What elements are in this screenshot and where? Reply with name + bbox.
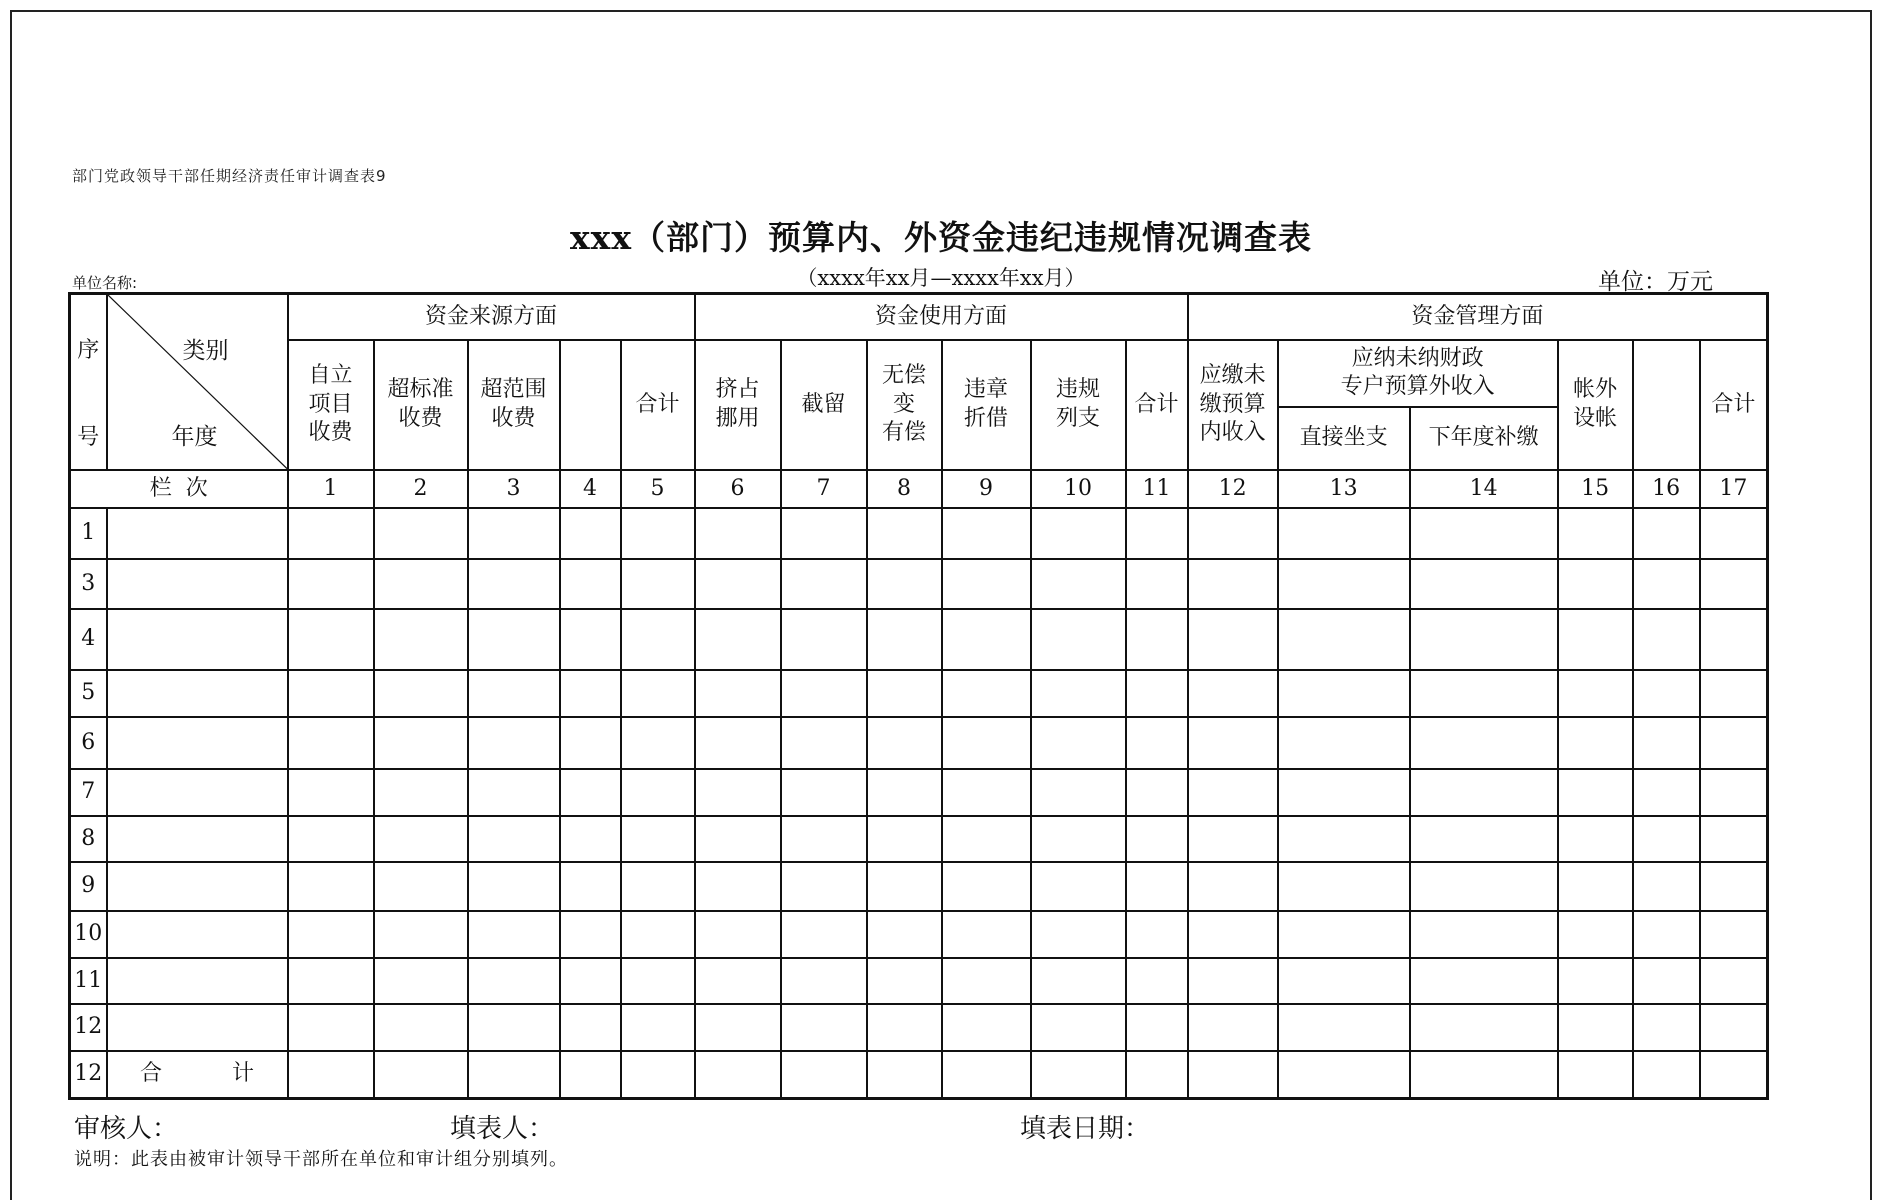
cell[interactable] — [1558, 609, 1633, 670]
fill-date-label: 填表日期： — [1020, 1114, 1151, 1144]
cell[interactable] — [621, 670, 695, 717]
cell[interactable] — [867, 717, 942, 770]
cell[interactable] — [468, 508, 560, 559]
cell[interactable] — [942, 958, 1031, 1005]
cell[interactable] — [560, 958, 621, 1005]
cell[interactable] — [867, 508, 942, 559]
cell[interactable] — [1188, 862, 1278, 911]
cell[interactable] — [942, 911, 1031, 958]
cell[interactable] — [374, 670, 468, 717]
reviewer-label: 审核人： — [74, 1114, 179, 1144]
cell[interactable] — [468, 1004, 560, 1051]
cell[interactable] — [1410, 958, 1558, 1005]
cell[interactable] — [107, 816, 288, 863]
cell[interactable] — [1558, 1051, 1633, 1099]
cell[interactable] — [621, 958, 695, 1005]
cell[interactable] — [781, 609, 867, 670]
cell[interactable] — [942, 559, 1031, 610]
cell[interactable] — [1700, 958, 1768, 1005]
unit-name-label: 单位名称: — [72, 274, 138, 292]
currency-unit-label: 单位：万元 — [1598, 269, 1713, 295]
cell[interactable] — [1188, 1051, 1278, 1099]
column-index-row — [70, 470, 1768, 509]
total-row — [70, 1051, 1768, 1099]
col-use-total: 合计 — [1126, 340, 1188, 470]
cell[interactable] — [621, 769, 695, 816]
cell[interactable] — [288, 508, 374, 559]
cell[interactable] — [1188, 609, 1278, 670]
cell[interactable] — [288, 670, 374, 717]
col-number: 6 — [695, 470, 781, 509]
cell[interactable] — [468, 958, 560, 1005]
col-unpaid-budget-income: 应缴未 缴预算 内收入 — [1188, 340, 1278, 470]
cell[interactable] — [695, 958, 781, 1005]
group-fund-source: 资金来源方面 — [288, 294, 695, 341]
cell[interactable] — [288, 609, 374, 670]
cell[interactable] — [695, 508, 781, 559]
cell[interactable] — [695, 769, 781, 816]
seq-header-bottom: 号 — [77, 425, 100, 451]
cell[interactable] — [374, 769, 468, 816]
cell[interactable] — [1278, 1004, 1410, 1051]
cell[interactable] — [1410, 717, 1558, 770]
table-row — [70, 609, 1768, 670]
instruction-note: 说明：此表由被审计领导干部所在单位和审计组分别填列。 — [74, 1149, 568, 1170]
cell[interactable] — [781, 559, 867, 610]
col-over-standard-fees: 超标准 收费 — [374, 340, 468, 470]
cell[interactable] — [942, 862, 1031, 911]
cell[interactable] — [1278, 862, 1410, 911]
cell[interactable] — [1188, 670, 1278, 717]
col-number: 4 — [560, 470, 621, 509]
category-label: 类别 — [182, 338, 229, 364]
cell[interactable] — [1633, 609, 1700, 670]
cell[interactable] — [1558, 862, 1633, 911]
cell[interactable] — [1633, 717, 1700, 770]
cell[interactable] — [695, 717, 781, 770]
cell[interactable] — [1410, 609, 1558, 670]
cell[interactable] — [1558, 958, 1633, 1005]
cell[interactable] — [560, 1004, 621, 1051]
cell[interactable] — [1700, 508, 1768, 559]
col-number: 13 — [1278, 470, 1410, 509]
col-number: 3 — [468, 470, 560, 509]
cell[interactable] — [1558, 1004, 1633, 1051]
cell[interactable] — [1700, 1004, 1768, 1051]
cell[interactable] — [1558, 717, 1633, 770]
col-number: 11 — [1126, 470, 1188, 509]
cell[interactable] — [1410, 816, 1558, 863]
cell[interactable] — [1126, 1004, 1188, 1051]
cell[interactable] — [1031, 816, 1126, 863]
cell[interactable] — [695, 559, 781, 610]
col-number: 12 — [1188, 470, 1278, 509]
total-row-label: 合 计 — [107, 1051, 288, 1099]
cell[interactable] — [1126, 862, 1188, 911]
table-row — [70, 816, 1768, 863]
row-number: 1 — [70, 508, 107, 559]
cell[interactable] — [468, 670, 560, 717]
col-source-total: 合计 — [621, 340, 695, 470]
cell[interactable] — [1700, 717, 1768, 770]
cell[interactable] — [1278, 1051, 1410, 1099]
cell[interactable] — [1558, 559, 1633, 610]
cell[interactable] — [560, 769, 621, 816]
cell[interactable] — [288, 1051, 374, 1099]
cell[interactable] — [781, 958, 867, 1005]
cell[interactable] — [1031, 508, 1126, 559]
cell[interactable] — [374, 816, 468, 863]
col-self-established-fees: 自立 项目 收费 — [288, 340, 374, 470]
cell[interactable] — [1633, 1004, 1700, 1051]
cell[interactable] — [1126, 1051, 1188, 1099]
cell[interactable] — [1188, 911, 1278, 958]
cell[interactable] — [781, 911, 867, 958]
table-row — [70, 717, 1768, 770]
cell[interactable] — [1126, 609, 1188, 670]
cell[interactable] — [1633, 559, 1700, 610]
cell[interactable] — [1031, 1004, 1126, 1051]
cell[interactable] — [1278, 670, 1410, 717]
cell[interactable] — [695, 609, 781, 670]
cell[interactable] — [1278, 911, 1410, 958]
cell[interactable] — [107, 717, 288, 770]
cell[interactable] — [560, 717, 621, 770]
cell[interactable] — [621, 717, 695, 770]
cell[interactable] — [107, 958, 288, 1005]
cell[interactable] — [781, 1004, 867, 1051]
cell[interactable] — [1126, 769, 1188, 816]
cell[interactable] — [1278, 508, 1410, 559]
cell[interactable] — [374, 1051, 468, 1099]
col-source-blank — [560, 340, 621, 470]
cell[interactable] — [1278, 717, 1410, 770]
cell[interactable] — [288, 717, 374, 770]
cell[interactable] — [1633, 670, 1700, 717]
cell[interactable] — [1278, 769, 1410, 816]
seq-header-top: 序 — [77, 338, 100, 363]
cell[interactable] — [1558, 816, 1633, 863]
cell[interactable] — [867, 609, 942, 670]
col-number: 5 — [621, 470, 695, 509]
col-number: 9 — [942, 470, 1031, 509]
cell[interactable] — [1278, 609, 1410, 670]
cell[interactable] — [560, 670, 621, 717]
cell[interactable] — [1700, 862, 1768, 911]
cell[interactable] — [1188, 816, 1278, 863]
cell[interactable] — [468, 862, 560, 911]
cell[interactable] — [781, 862, 867, 911]
cell[interactable] — [1031, 1051, 1126, 1099]
table-row — [70, 1004, 1768, 1051]
cell[interactable] — [374, 717, 468, 770]
cell[interactable] — [1410, 559, 1558, 610]
cell[interactable] — [374, 508, 468, 559]
cell[interactable] — [1031, 911, 1126, 958]
cell[interactable] — [1410, 508, 1558, 559]
cell[interactable] — [1633, 911, 1700, 958]
cell[interactable] — [560, 1051, 621, 1099]
row-number: 9 — [70, 862, 107, 911]
row-number: 6 — [70, 717, 107, 770]
cell[interactable] — [867, 816, 942, 863]
cell[interactable] — [1278, 559, 1410, 610]
row-number: 12 — [70, 1004, 107, 1051]
cell[interactable] — [468, 559, 560, 610]
cell[interactable] — [1700, 609, 1768, 670]
cell[interactable] — [1188, 1004, 1278, 1051]
col-off-book-accounts: 帐外 设帐 — [1558, 340, 1633, 470]
cell[interactable] — [1633, 958, 1700, 1005]
cell[interactable] — [695, 670, 781, 717]
cell[interactable] — [1700, 1051, 1768, 1099]
period-range: （xxxx年xx月—xxxx年xx月） — [796, 266, 1086, 290]
table-row — [70, 769, 1768, 816]
column-index-label: 栏 次 — [70, 470, 288, 509]
cell[interactable] — [621, 1004, 695, 1051]
cell[interactable] — [781, 670, 867, 717]
document-reference-note: 部门党政领导干部任期经济责任审计调查表9 — [72, 167, 387, 185]
col-next-year-payment: 下年度补缴 — [1410, 407, 1558, 470]
cell[interactable] — [1031, 717, 1126, 770]
col-illegal-lending: 违章 折借 — [942, 340, 1031, 470]
cell[interactable] — [560, 911, 621, 958]
col-number: 7 — [781, 470, 867, 509]
cell[interactable] — [867, 769, 942, 816]
cell[interactable] — [374, 911, 468, 958]
cell[interactable] — [468, 816, 560, 863]
cell[interactable] — [560, 508, 621, 559]
cell[interactable] — [1188, 769, 1278, 816]
diagonal-header — [107, 294, 288, 470]
cell[interactable] — [374, 609, 468, 670]
cell[interactable] — [781, 508, 867, 559]
cell[interactable] — [942, 670, 1031, 717]
cell[interactable] — [288, 862, 374, 911]
cell[interactable] — [1031, 559, 1126, 610]
cell[interactable] — [107, 559, 288, 610]
cell[interactable] — [942, 1051, 1031, 1099]
table-row — [70, 911, 1768, 958]
cell[interactable] — [1558, 769, 1633, 816]
group-fund-management: 资金管理方面 — [1188, 294, 1768, 341]
col-illegal-expenditure: 违规 列支 — [1031, 340, 1126, 470]
cell[interactable] — [468, 717, 560, 770]
cell[interactable] — [374, 862, 468, 911]
cell[interactable] — [288, 911, 374, 958]
col-direct-spending: 直接坐支 — [1278, 407, 1410, 470]
cell[interactable] — [1031, 670, 1126, 717]
cell[interactable] — [867, 559, 942, 610]
filler-label: 填表人： — [450, 1114, 555, 1144]
cell[interactable] — [560, 816, 621, 863]
cell[interactable] — [107, 1004, 288, 1051]
cell[interactable] — [942, 769, 1031, 816]
cell[interactable] — [1410, 911, 1558, 958]
col-number: 14 — [1410, 470, 1558, 509]
cell[interactable] — [107, 769, 288, 816]
cell[interactable] — [942, 1004, 1031, 1051]
cell[interactable] — [1278, 958, 1410, 1005]
cell[interactable] — [1031, 958, 1126, 1005]
col-number: 10 — [1031, 470, 1126, 509]
col-misappropriation: 挤占 挪用 — [695, 340, 781, 470]
col-number: 8 — [867, 470, 942, 509]
cell[interactable] — [1633, 862, 1700, 911]
cell[interactable] — [468, 769, 560, 816]
cell[interactable] — [1700, 559, 1768, 610]
cell[interactable] — [621, 609, 695, 670]
cell[interactable] — [1700, 816, 1768, 863]
cell[interactable] — [942, 508, 1031, 559]
cell[interactable] — [1410, 862, 1558, 911]
cell[interactable] — [1126, 670, 1188, 717]
cell[interactable] — [1188, 559, 1278, 610]
cell[interactable] — [468, 911, 560, 958]
cell[interactable] — [1126, 559, 1188, 610]
cell[interactable] — [695, 1051, 781, 1099]
cell[interactable] — [695, 862, 781, 911]
cell[interactable] — [621, 911, 695, 958]
cell[interactable] — [1633, 508, 1700, 559]
table-row — [70, 862, 1768, 911]
cell[interactable] — [1188, 717, 1278, 770]
cell[interactable] — [942, 816, 1031, 863]
cell[interactable] — [1558, 911, 1633, 958]
cell[interactable] — [867, 958, 942, 1005]
cell[interactable] — [374, 559, 468, 610]
cell[interactable] — [1188, 508, 1278, 559]
cell[interactable] — [1558, 508, 1633, 559]
cell[interactable] — [468, 609, 560, 670]
cell[interactable] — [1031, 862, 1126, 911]
cell[interactable] — [1031, 769, 1126, 816]
cell[interactable] — [621, 862, 695, 911]
cell[interactable] — [942, 609, 1031, 670]
cell[interactable] — [1700, 769, 1768, 816]
table-row — [70, 958, 1768, 1005]
cell[interactable] — [107, 862, 288, 911]
cell[interactable] — [107, 911, 288, 958]
cell[interactable] — [1126, 717, 1188, 770]
year-label: 年度 — [171, 423, 218, 450]
cell[interactable] — [695, 911, 781, 958]
cell[interactable] — [1558, 670, 1633, 717]
table-row — [70, 670, 1768, 717]
cell[interactable] — [1126, 911, 1188, 958]
cell[interactable] — [288, 769, 374, 816]
cell[interactable] — [942, 717, 1031, 770]
cell[interactable] — [288, 816, 374, 863]
cell[interactable] — [1410, 1004, 1558, 1051]
cell[interactable] — [374, 958, 468, 1005]
cell[interactable] — [560, 559, 621, 610]
cell[interactable] — [288, 958, 374, 1005]
table-row — [70, 508, 1768, 559]
cell[interactable] — [867, 862, 942, 911]
cell[interactable] — [621, 508, 695, 559]
cell[interactable] — [560, 862, 621, 911]
cell[interactable] — [1031, 609, 1126, 670]
cell[interactable] — [1633, 1051, 1700, 1099]
cell[interactable] — [1188, 958, 1278, 1005]
col-number: 1 — [288, 470, 374, 509]
cell[interactable] — [781, 769, 867, 816]
cell[interactable] — [781, 816, 867, 863]
row-number: 5 — [70, 670, 107, 717]
cell[interactable] — [1700, 911, 1768, 958]
cell[interactable] — [621, 559, 695, 610]
col-number: 16 — [1633, 470, 1700, 509]
row-number: 7 — [70, 769, 107, 816]
survey-table — [68, 292, 1769, 1100]
cell[interactable] — [468, 1051, 560, 1099]
cell[interactable] — [1633, 816, 1700, 863]
cell[interactable] — [1633, 769, 1700, 816]
row-number: 10 — [70, 911, 107, 958]
row-number: 4 — [70, 609, 107, 670]
row-number: 11 — [70, 958, 107, 1005]
col-mgmt-blank — [1633, 340, 1700, 470]
cell[interactable] — [560, 609, 621, 670]
cell[interactable] — [867, 1004, 942, 1051]
cell[interactable] — [1126, 816, 1188, 863]
cell[interactable] — [781, 717, 867, 770]
cell[interactable] — [288, 559, 374, 610]
cell[interactable] — [1700, 670, 1768, 717]
cell[interactable] — [374, 1004, 468, 1051]
cell[interactable] — [1126, 508, 1188, 559]
total-row-number: 12 — [70, 1051, 107, 1099]
col-over-scope-fees: 超范围 收费 — [468, 340, 560, 470]
cell[interactable] — [1278, 816, 1410, 863]
cell[interactable] — [288, 1004, 374, 1051]
cell[interactable] — [867, 670, 942, 717]
cell[interactable] — [107, 609, 288, 670]
table-row — [70, 559, 1768, 610]
cell[interactable] — [867, 1051, 942, 1099]
col-number: 15 — [1558, 470, 1633, 509]
cell[interactable] — [621, 816, 695, 863]
cell[interactable] — [1410, 670, 1558, 717]
col-free-to-paid: 无偿 变 有偿 — [867, 340, 942, 470]
page-title: xxx（部门）预算内、外资金违纪违规情况调查表 — [569, 218, 1313, 257]
cell[interactable] — [695, 816, 781, 863]
seq-header — [70, 294, 107, 470]
cell[interactable] — [107, 508, 288, 559]
cell[interactable] — [1410, 769, 1558, 816]
cell[interactable] — [1126, 958, 1188, 1005]
col-interception: 截留 — [781, 340, 867, 470]
cell[interactable] — [867, 911, 942, 958]
row-number: 8 — [70, 816, 107, 863]
col-mgmt-total: 合计 — [1700, 340, 1768, 470]
row-number: 3 — [70, 559, 107, 610]
cell[interactable] — [107, 670, 288, 717]
cell[interactable] — [781, 1051, 867, 1099]
cell[interactable] — [1410, 1051, 1558, 1099]
col-number: 17 — [1700, 470, 1768, 509]
cell[interactable] — [695, 1004, 781, 1051]
cell[interactable] — [621, 1051, 695, 1099]
group-fund-use: 资金使用方面 — [695, 294, 1188, 341]
col-number: 2 — [374, 470, 468, 509]
col-group-unremitted-extra-budget: 应纳未纳财政 专户预算外收入 — [1278, 340, 1558, 407]
